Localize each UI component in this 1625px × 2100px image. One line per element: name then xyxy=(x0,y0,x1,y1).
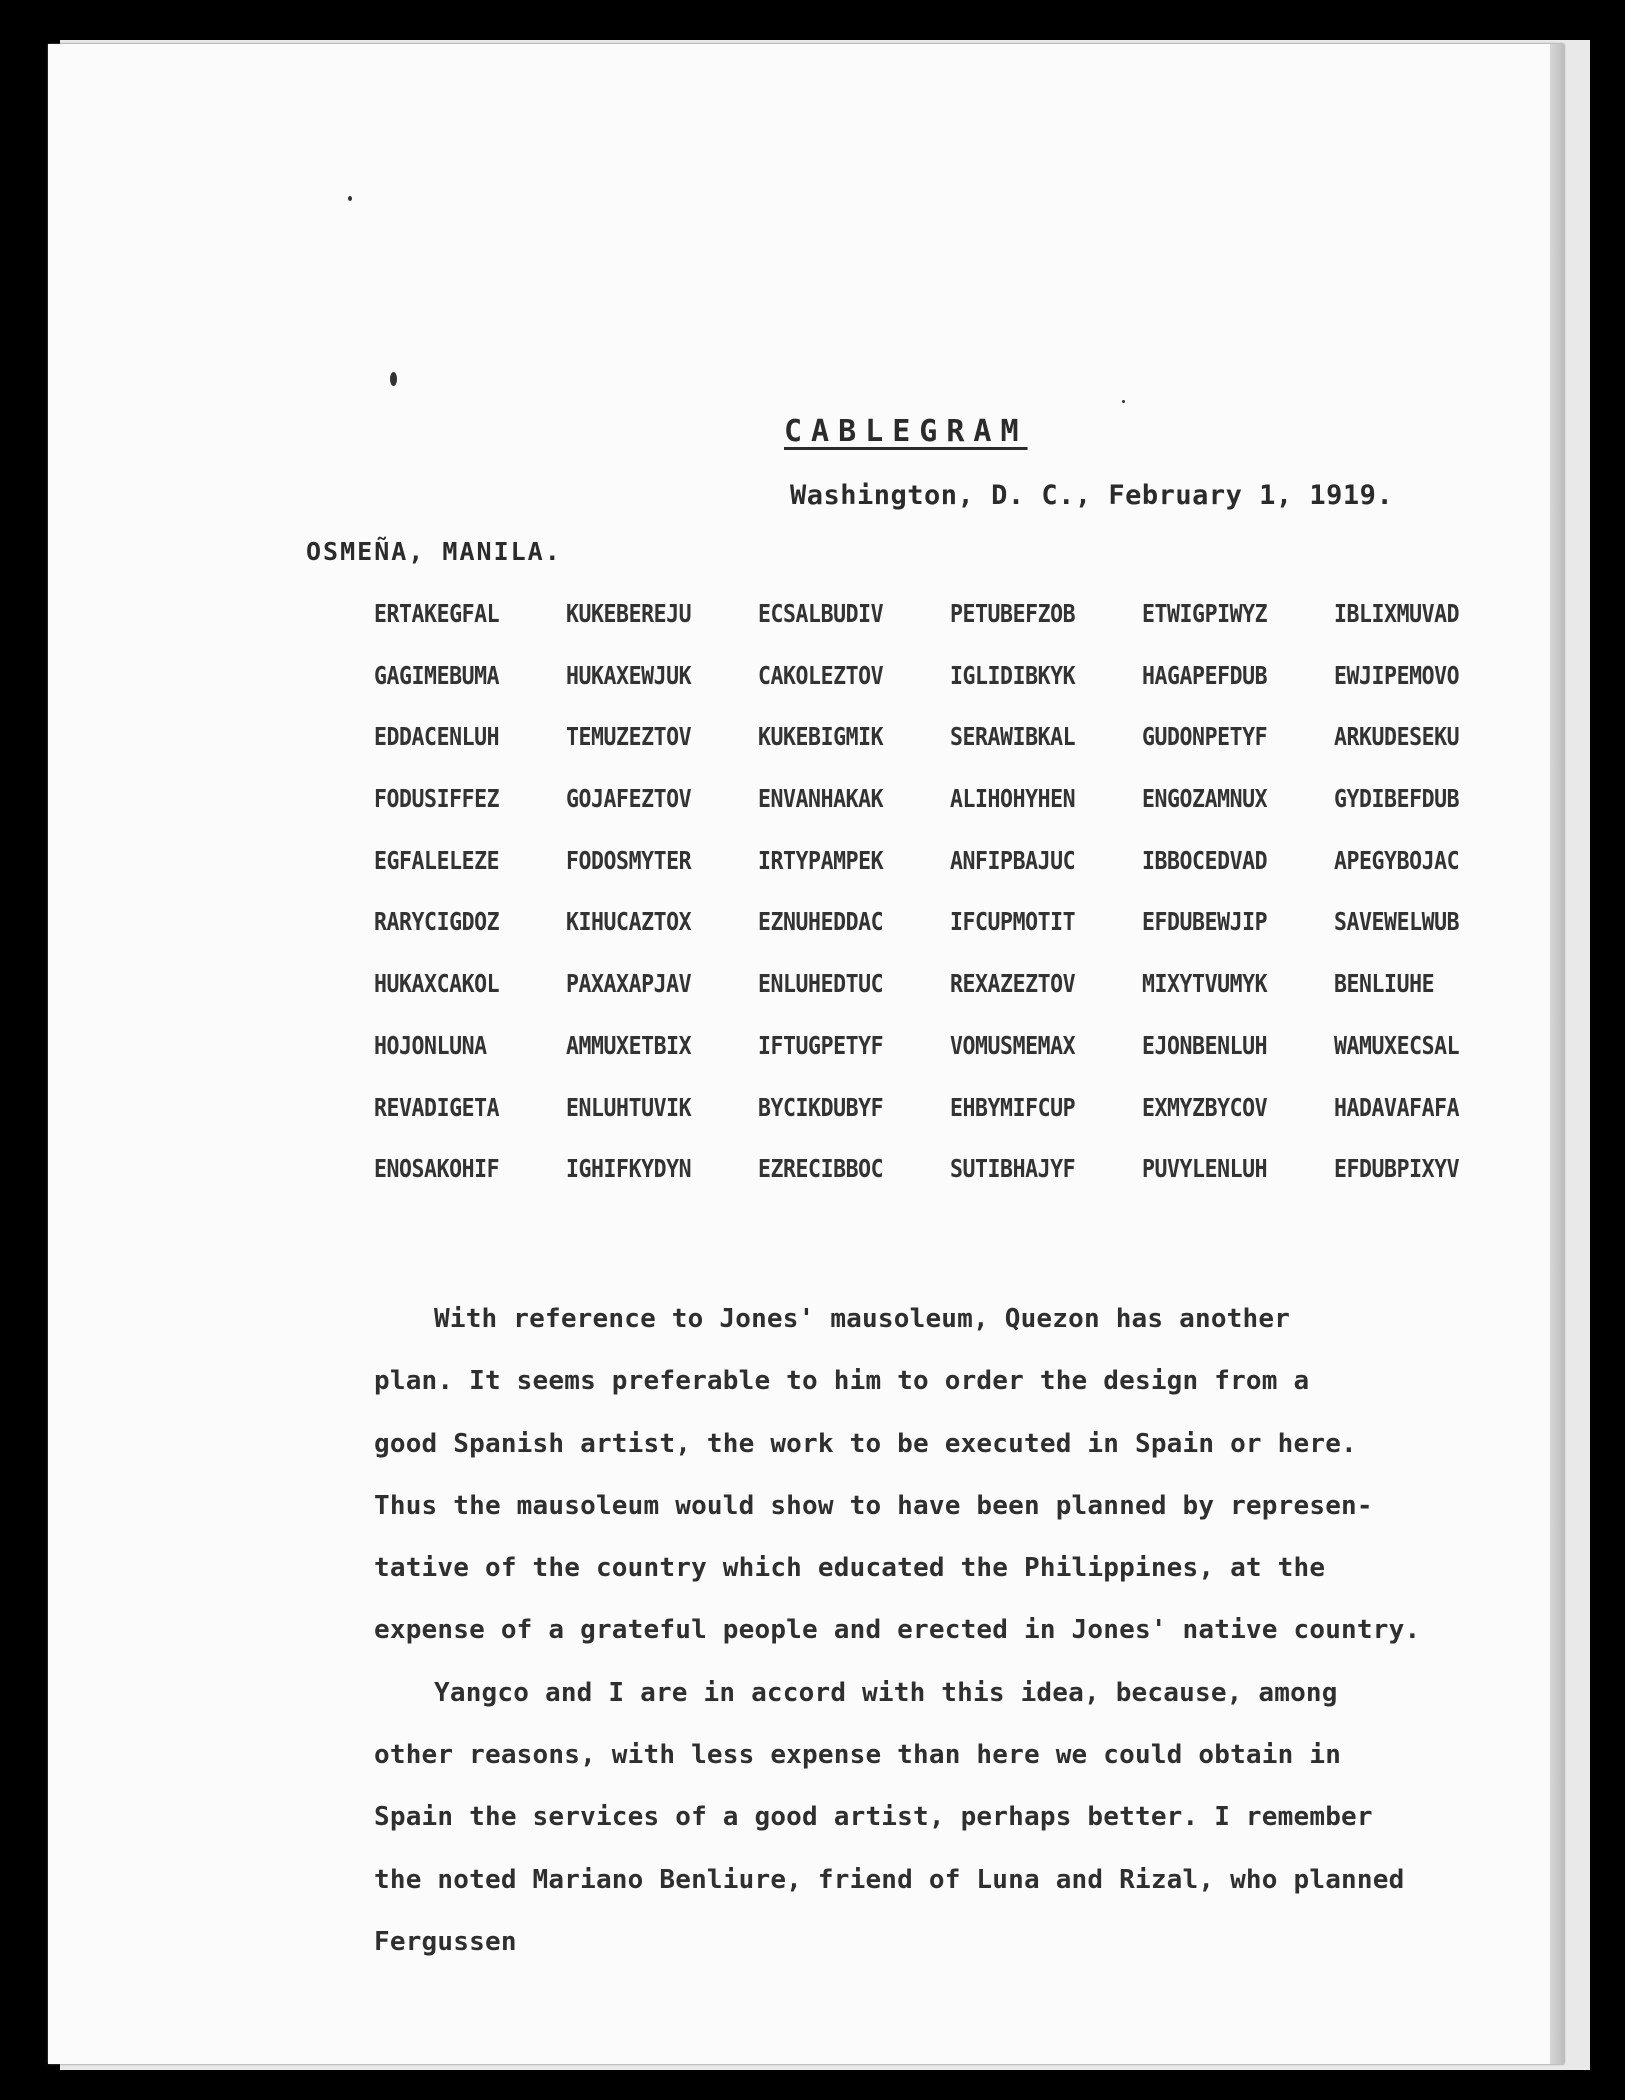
code-line xyxy=(374,846,1494,908)
code-line xyxy=(374,1031,1494,1093)
code-group: IRTYPAMPEK xyxy=(758,845,884,875)
code-group: HUKAXCAKOL xyxy=(374,969,500,999)
code-line xyxy=(374,722,1494,784)
body-line: other reasons, with less expense than here we could obtain in xyxy=(374,1740,1342,1771)
code-group: AMMUXETBIX xyxy=(566,1030,692,1060)
code-line xyxy=(374,907,1494,969)
document-title: CABLEGRAM xyxy=(784,414,1028,449)
body-line: good Spanish artist, the work to be executed in Spain or here. xyxy=(374,1428,1357,1459)
code-group: WAMUXECSAL xyxy=(1334,1030,1460,1060)
body-line: tative of the country which educated the Philippines, at the xyxy=(374,1553,1326,1584)
code-group: EFDUBEWJIP xyxy=(1142,907,1268,937)
code-group: KUKEBEREJU xyxy=(566,599,692,628)
code-group: PAXAXAPJAV xyxy=(566,969,692,999)
addressee: OSMEÑA, MANILA. xyxy=(306,537,562,566)
code-group: GAGIMEBUMA xyxy=(374,660,500,690)
code-line xyxy=(374,661,1494,723)
code-group: IGHIFKYDYN xyxy=(566,1154,692,1184)
code-group: SERAWIBKAL xyxy=(950,722,1076,752)
code-group: EDDACENLUH xyxy=(374,722,500,752)
code-group: VOMUSMEMAX xyxy=(950,1030,1076,1060)
message-body xyxy=(374,1304,1504,1989)
body-line: Thus the mausoleum would show to have been planned by represen- xyxy=(374,1490,1373,1521)
ink-speck xyxy=(1122,400,1125,403)
code-group: SUTIBHAJYF xyxy=(950,1154,1076,1184)
code-line xyxy=(374,1093,1494,1155)
body-line: Yangco and I are in accord with this idea, because, among xyxy=(434,1677,1338,1708)
code-group: KIHUCAZTOX xyxy=(566,907,692,937)
code-group: ERTAKEGFAL xyxy=(374,599,500,628)
code-group: HUKAXEWJUK xyxy=(566,660,692,690)
code-group: IBBOCEDVAD xyxy=(1142,845,1268,875)
code-line xyxy=(374,1154,1494,1216)
code-group: CAKOLEZTOV xyxy=(758,660,884,690)
dateline: Washington, D. C., February 1, 1919. xyxy=(790,480,1394,511)
code-group: BENLIUHE xyxy=(1334,969,1435,999)
code-group: EXMYZBYCOV xyxy=(1142,1092,1268,1122)
code-group: IFCUPMOTIT xyxy=(950,907,1076,937)
code-group: GOJAFEZTOV xyxy=(566,784,692,814)
code-group: GUDONPETYF xyxy=(1142,722,1268,752)
code-group: PETUBEFZOB xyxy=(950,599,1076,628)
cipher-code-block xyxy=(374,599,1494,1216)
body-line: plan. It seems preferable to him to order the design from a xyxy=(374,1366,1310,1397)
code-group: ALIHOHYHEN xyxy=(950,784,1076,814)
code-group: ENOSAKOHIF xyxy=(374,1154,500,1184)
code-group: ETWIGPIWYZ xyxy=(1142,599,1268,628)
code-group: HADAVAFAFA xyxy=(1334,1092,1460,1122)
body-line: Spain the services of a good artist, perhaps better. I remember xyxy=(374,1802,1373,1833)
code-line xyxy=(374,784,1494,846)
code-group: IGLIDIBKYK xyxy=(950,660,1076,690)
code-group: EWJIPEMOVO xyxy=(1334,660,1460,690)
code-group: ANFIPBAJUC xyxy=(950,845,1076,875)
code-group: RARYCIGDOZ xyxy=(374,907,500,937)
code-group: MIXYTVUMYK xyxy=(1142,969,1268,999)
code-group: ENLUHEDTUC xyxy=(758,969,884,999)
code-group: ENLUHTUVIK xyxy=(566,1092,692,1122)
body-line: expense of a grateful people and erected in Jones' native country. xyxy=(374,1615,1421,1646)
code-group: APEGYBOJAC xyxy=(1334,845,1460,875)
code-group: IBLIXMUVAD xyxy=(1334,599,1460,628)
code-group: EHBYMIFCUP xyxy=(950,1092,1076,1122)
code-group: BYCIKDUBYF xyxy=(758,1092,884,1122)
page-edge xyxy=(1550,44,1564,2064)
code-group: EZRECIBBOC xyxy=(758,1154,884,1184)
code-group: FODUSIFFEZ xyxy=(374,784,500,814)
body-line: With reference to Jones' mausoleum, Quezon has another xyxy=(434,1304,1291,1334)
document-page xyxy=(48,44,1564,2064)
code-group: IFTUGPETYF xyxy=(758,1030,884,1060)
code-group: HOJONLUNA xyxy=(374,1030,487,1060)
code-group: REXAZEZTOV xyxy=(950,969,1076,999)
code-group: ARKUDESEKU xyxy=(1334,722,1460,752)
code-group: SAVEWELWUB xyxy=(1334,907,1460,937)
code-group: EZNUHEDDAC xyxy=(758,907,884,937)
code-line xyxy=(374,969,1494,1031)
code-group: ECSALBUDIV xyxy=(758,599,884,628)
ink-speck xyxy=(390,372,397,386)
ink-speck xyxy=(348,196,352,201)
code-group: EJONBENLUH xyxy=(1142,1030,1268,1060)
code-group: EGFALELEZE xyxy=(374,845,500,875)
code-group: TEMUZEZTOV xyxy=(566,722,692,752)
code-group: KUKEBIGMIK xyxy=(758,722,884,752)
code-group: ENGOZAMNUX xyxy=(1142,784,1268,814)
code-group: FODOSMYTER xyxy=(566,845,692,875)
code-line xyxy=(374,599,1494,661)
code-group: PUVYLENLUH xyxy=(1142,1154,1268,1184)
body-line: Fergussen xyxy=(374,1926,517,1957)
code-group: GYDIBEFDUB xyxy=(1334,784,1460,814)
code-group: EFDUBPIXYV xyxy=(1334,1154,1460,1184)
code-group: REVADIGETA xyxy=(374,1092,500,1122)
code-group: ENVANHAKAK xyxy=(758,784,884,814)
body-line: the noted Mariano Benliure, friend of Luna and Rizal, who planned xyxy=(374,1864,1405,1895)
code-group: HAGAPEFDUB xyxy=(1142,660,1268,690)
